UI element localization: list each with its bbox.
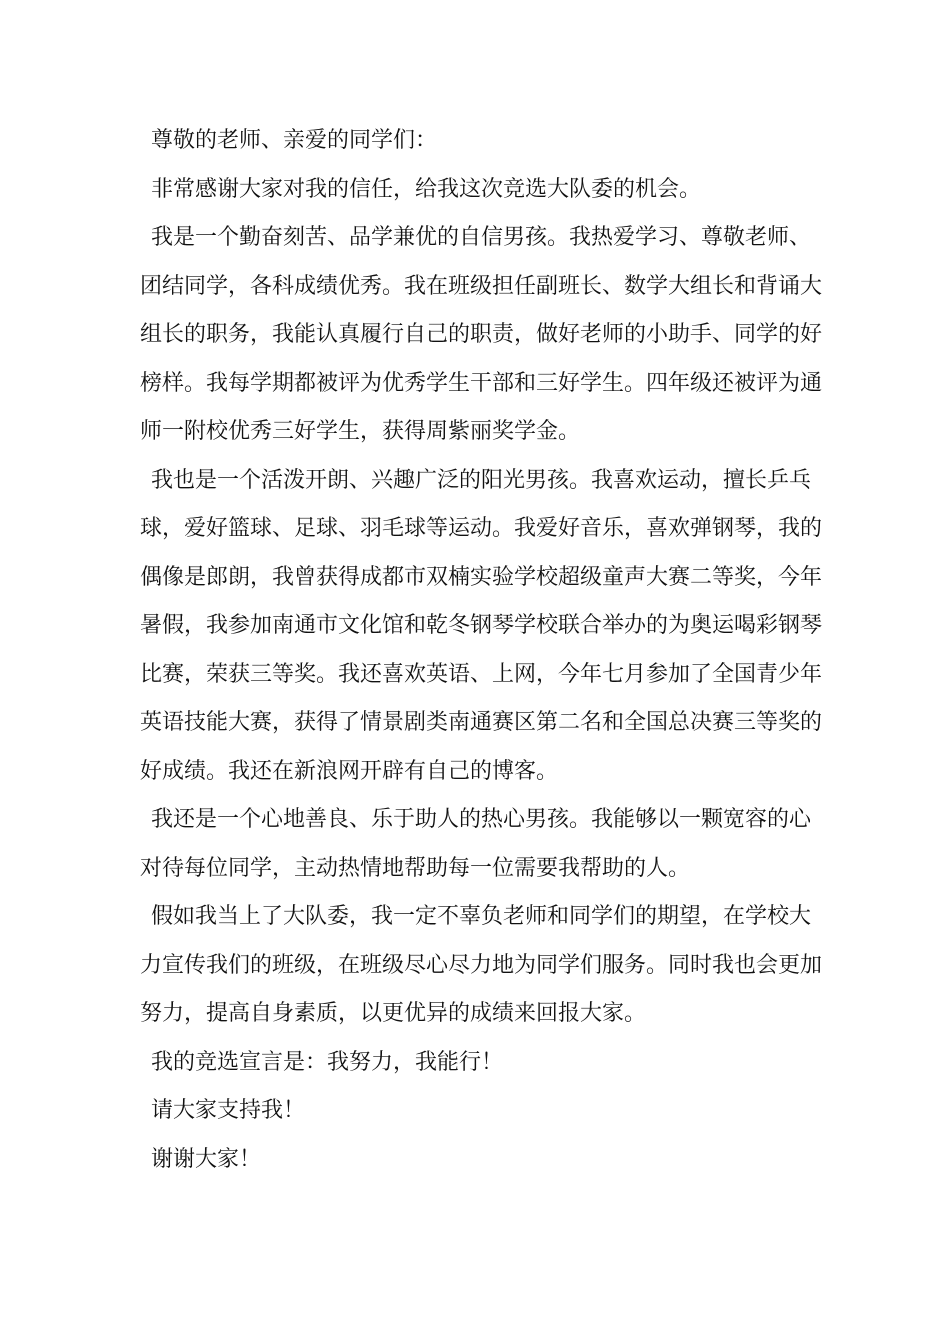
campaign-slogan: 我的竞选宣言是：我努力，我能行！ xyxy=(151,1049,504,1075)
paragraph-thanks: 非常感谢大家对我的信任，给我这次竞选大队委的机会。 xyxy=(151,176,702,202)
speech-body xyxy=(140,117,830,1184)
paragraph-study: 我是一个勤奋刻苦、品学兼优的自信男孩。我热爱学习、尊敬老师、团结同学，各科成绩优秀。我在班级担任副班长、数学大组长和背诵大组长的职务，我能认真履行自己的职责，做好老师的小助手、同学的好榜样。我每学期都被评为优秀学生干部和三好学生。四年级还被评为通师一附校优秀三好学生，获得周紫丽奖学金。 xyxy=(140,225,823,444)
paragraph-kindness: 我还是一个心地善良、乐于助人的热心男孩。我能够以一颗宽容的心对待每位同学，主动热情地帮助每一位需要我帮助的人。 xyxy=(140,807,812,881)
salutation: 尊敬的老师、亲爱的同学们： xyxy=(151,128,438,153)
closing-thanks: 谢谢大家！ xyxy=(151,1146,262,1172)
support-request: 请大家支持我！ xyxy=(151,1098,306,1123)
paragraph-hobbies: 我也是一个活泼开朗、兴趣广泛的阳光男孩。我喜欢运动，擅长乒乓球，爱好篮球、足球、羽毛球等运动。我爱好音乐，喜欢弹钢琴，我的偶像是郎朗，我曾获得成都市双楠实验学校超级童声大赛二等奖，今年暑假，我参加南通市文化馆和乾冬钢琴学校联合举办的为奥运喝彩钢琴比赛，荣获三等奖。我还喜欢英语、上网，今年七月参加了全国青少年英语技能大赛，获得了情景剧类南通赛区第二名和全国总决赛三等奖的好成绩。我还在新浪网开辟有自己的博客。 xyxy=(140,467,823,784)
paragraph-promise: 假如我当上了大队委，我一定不辜负老师和同学们的期望，在学校大力宣传我们的班级，在班级尽心尽力地为同学们服务。同时我也会更加努力，提高自身素质，以更优异的成绩来回报大家。 xyxy=(140,904,823,1026)
